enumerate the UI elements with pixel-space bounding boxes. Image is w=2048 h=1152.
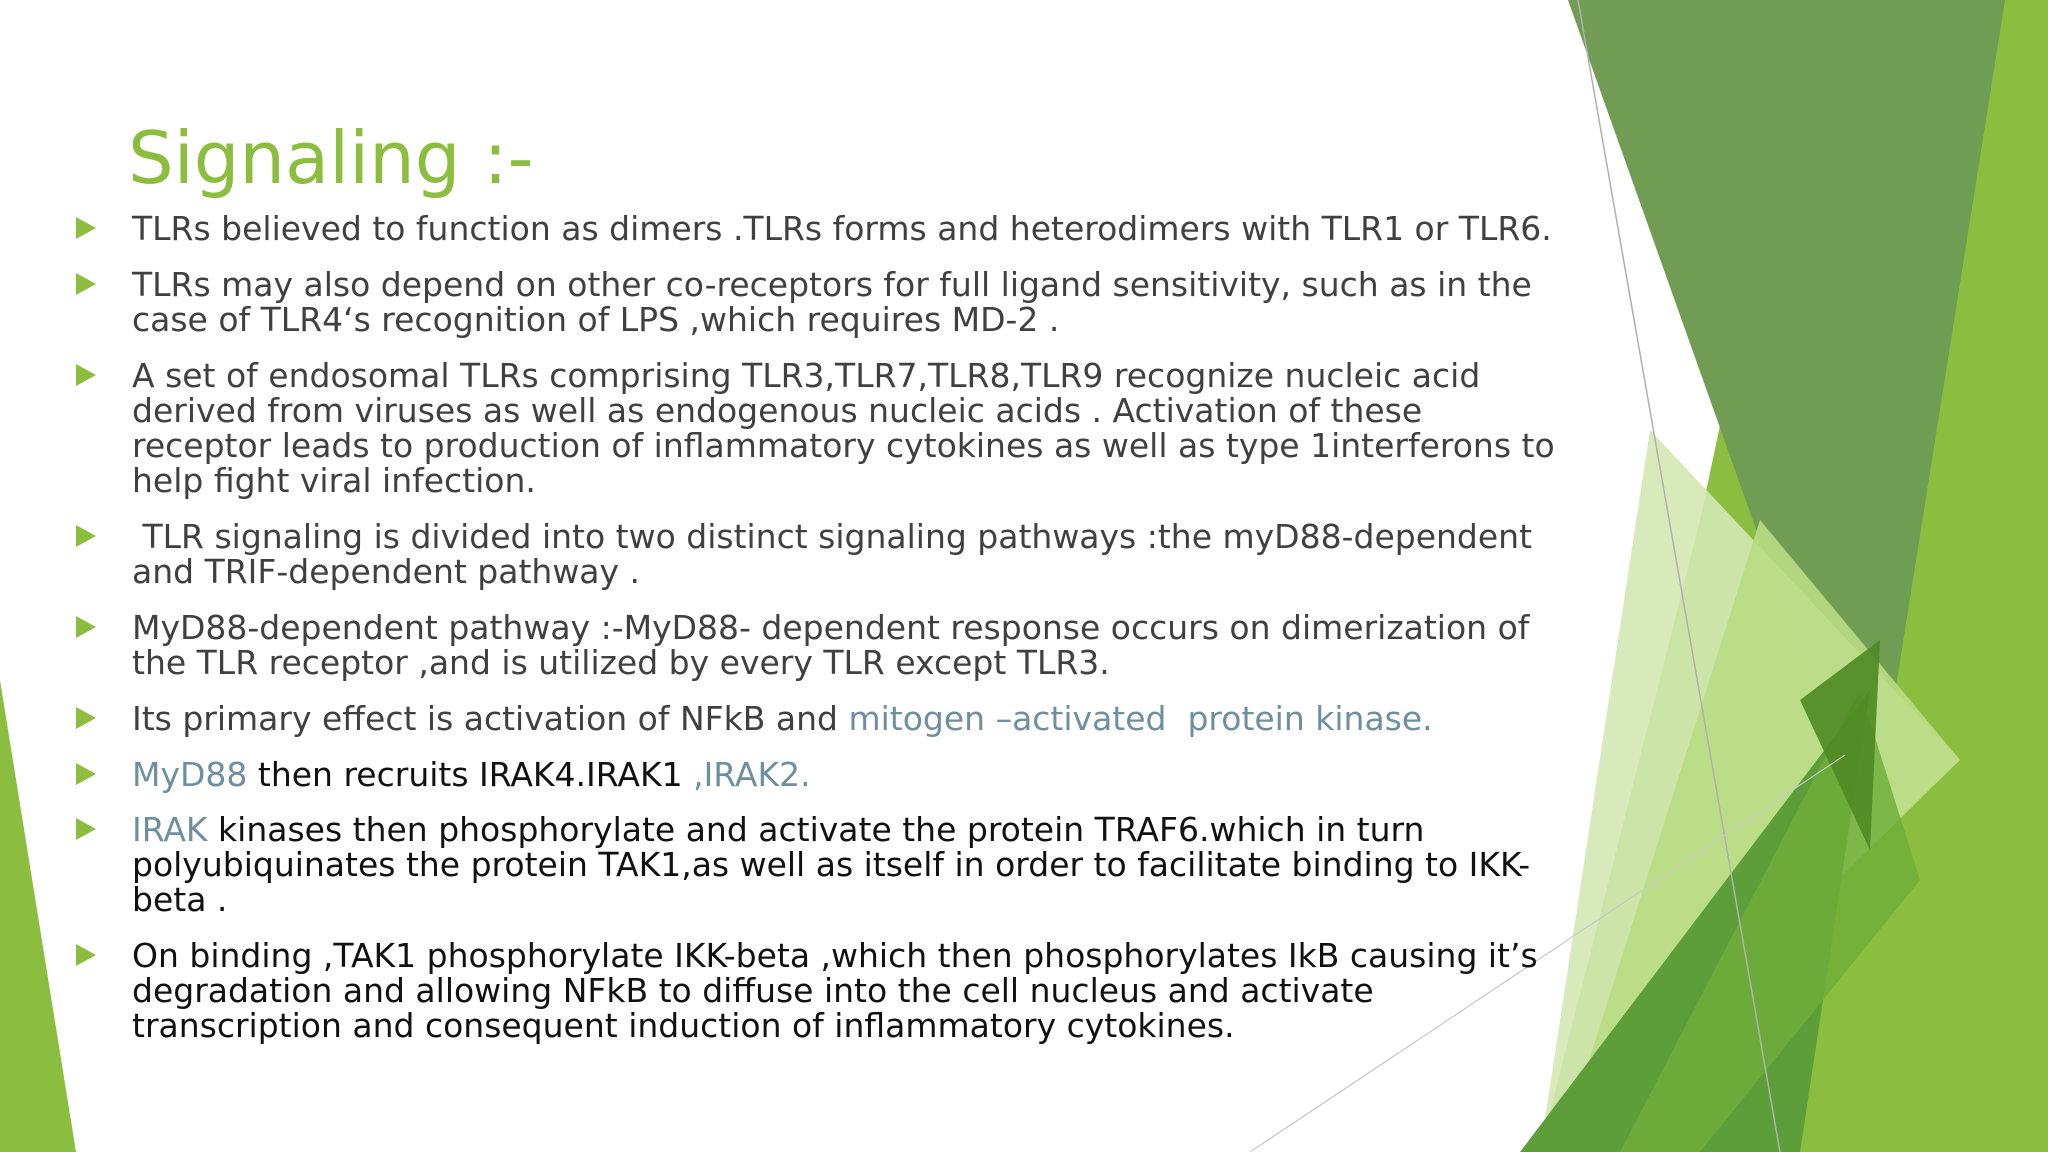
triangle-arrow-right-icon <box>76 616 96 638</box>
bullet-item <box>132 358 1562 498</box>
triangle-arrow-right-icon <box>76 707 96 729</box>
bullet-text: On binding ,TAK1 phosphorylate IKK-beta ,which then phosphorylates IkB causing it’s degradation and allowing NFkB to diffuse into the cell nucleus and activate transcription and consequent induction of inflammatory cytokines. <box>132 936 1538 1045</box>
bullet-text: Its primary effect is activation of NFkB and <box>132 699 849 738</box>
triangle-arrow-right-icon <box>76 525 96 547</box>
triangle-arrow-right-icon <box>76 818 96 840</box>
bullet-text: TLR signaling is divided into two distinct signaling pathways :the myD88-dependent and TRIF-dependent pathway . <box>132 517 1543 591</box>
bullet-item <box>132 610 1562 680</box>
bullet-item <box>132 267 1562 337</box>
bullet-item <box>132 812 1562 917</box>
bullet-accent-text: MyD88 <box>132 755 248 794</box>
bullet-item <box>132 701 1562 736</box>
triangle-arrow-right-icon <box>76 944 96 966</box>
bullet-text: A set of endosomal TLRs comprising TLR3,TLR7,TLR8,TLR9 recognize nucleic acid derived from viruses as well as endogenous nucleic acids . Activation of these receptor leads to production of inflammatory cytokines as well as type 1interferons to help fight viral infection. <box>132 356 1555 500</box>
triangle-arrow-right-icon <box>76 364 96 386</box>
bullet-text: kinases then phosphorylate and activate the protein TRAF6.which in turn polyubiquinates the protein TAK1,as well as itself in order to facilitate binding to IKK-beta . <box>132 810 1531 919</box>
bullet-item <box>132 519 1562 589</box>
bullet-item <box>132 938 1562 1043</box>
bullet-accent-text: ,IRAK2. <box>693 755 811 794</box>
bullet-text: then recruits IRAK4.IRAK1 <box>247 755 694 794</box>
bullet-text: TLRs may also depend on other co-receptors for full ligand sensitivity, such as in the case of TLR4‘s recognition of LPS ,which requires MD-2 . <box>132 265 1532 339</box>
bullet-accent-text: mitogen –activated protein kinase. <box>848 699 1433 738</box>
bullet-item <box>132 757 1562 792</box>
triangle-arrow-right-icon <box>76 217 96 239</box>
left-green-sliver <box>0 680 76 1152</box>
slide-title: Signaling :- <box>128 116 534 200</box>
triangle-arrow-right-icon <box>76 273 96 295</box>
bullet-item <box>132 211 1562 246</box>
bullet-text: MyD88-dependent pathway :-MyD88- dependent response occurs on dimerization of the TLR receptor ,and is utilized by every TLR except TLR3. <box>132 608 1530 682</box>
triangle-arrow-right-icon <box>76 763 96 785</box>
bullet-text: TLRs believed to function as dimers .TLRs forms and heterodimers with TLR1 or TLR6. <box>132 209 1552 248</box>
bullet-accent-text: IRAK <box>132 810 208 849</box>
